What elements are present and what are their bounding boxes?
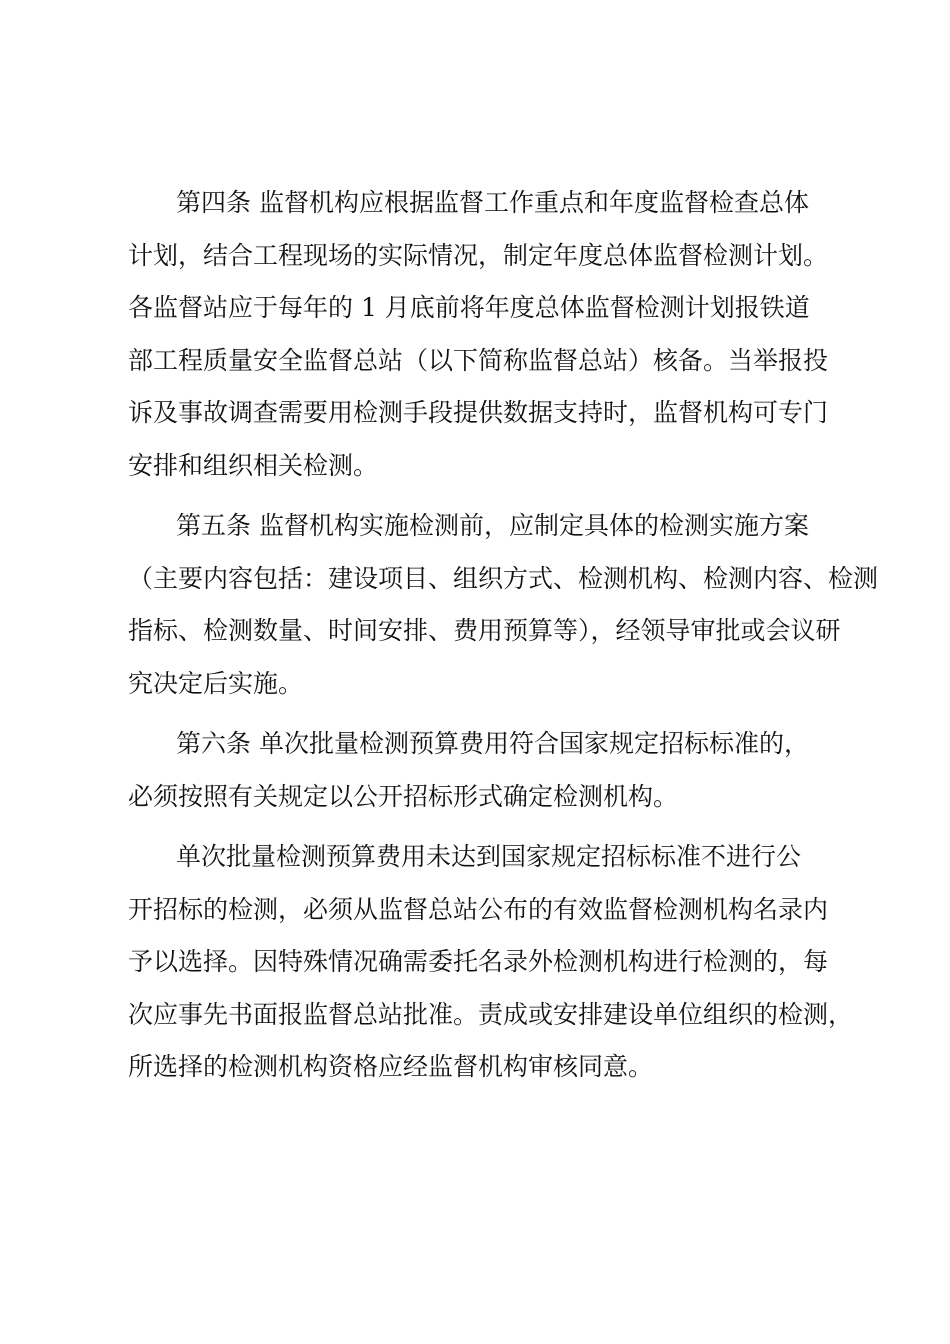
paragraph-line: 第六条 单次批量检测预算费用符合国家规定招标标准的， — [176, 729, 809, 758]
article-6-continuation-paragraph — [128, 831, 854, 1094]
paragraph-line: 次应事先书面报监督总站批准。责成或安排建设单位组织的检测， — [128, 999, 854, 1029]
article-4-paragraph — [128, 177, 848, 492]
paragraph-line: 开招标的检测，必须从监督总站公布的有效监督检测机构名录内 — [128, 894, 829, 924]
article-5-paragraph — [128, 500, 879, 710]
paragraph-line: 第四条 监督机构应根据监督工作重点和年度监督检查总体 — [176, 188, 809, 217]
paragraph-line: 予以选择。因特殊情况确需委托名录外检测机构进行检测的，每 — [128, 947, 829, 976]
paragraph-line: 指标、检测数量、时间安排、费用预算等），经领导审批或会议研 — [128, 616, 841, 645]
paragraph-line: 第五条 监督机构实施检测前，应制定具体的检测实施方案 — [176, 511, 809, 540]
paragraph-line: 所选择的检测机构资格应经监督机构审核同意。 — [128, 1052, 654, 1081]
article-6-paragraph — [128, 718, 848, 823]
paragraph-line: 诉及事故调查需要用检测手段提供数据支持时，监督机构可专门 — [128, 398, 829, 427]
paragraph-line: 计划，结合工程现场的实际情况，制定年度总体监督检测计划。 — [128, 240, 829, 270]
paragraph-line: 部工程质量安全监督总站（以下简称监督总站）核备。当举报投 — [128, 345, 829, 375]
paragraph-line: 究决定后实施。 — [128, 668, 304, 698]
paragraph-line: 安排和组织相关检测。 — [128, 450, 379, 480]
paragraph-line: （主要内容包括：建设项目、组织方式、检测机构、检测内容、检测 — [128, 563, 879, 593]
paragraph-line: 各监督站应于每年的 1 月底前将年度总体监督检测计划报铁道 — [128, 293, 810, 322]
paragraph-line: 必须按照有关规定以公开招标形式确定检测机构。 — [128, 781, 679, 811]
paragraph-line: 单次批量检测预算费用未达到国家规定招标标准不进行公 — [176, 842, 802, 871]
